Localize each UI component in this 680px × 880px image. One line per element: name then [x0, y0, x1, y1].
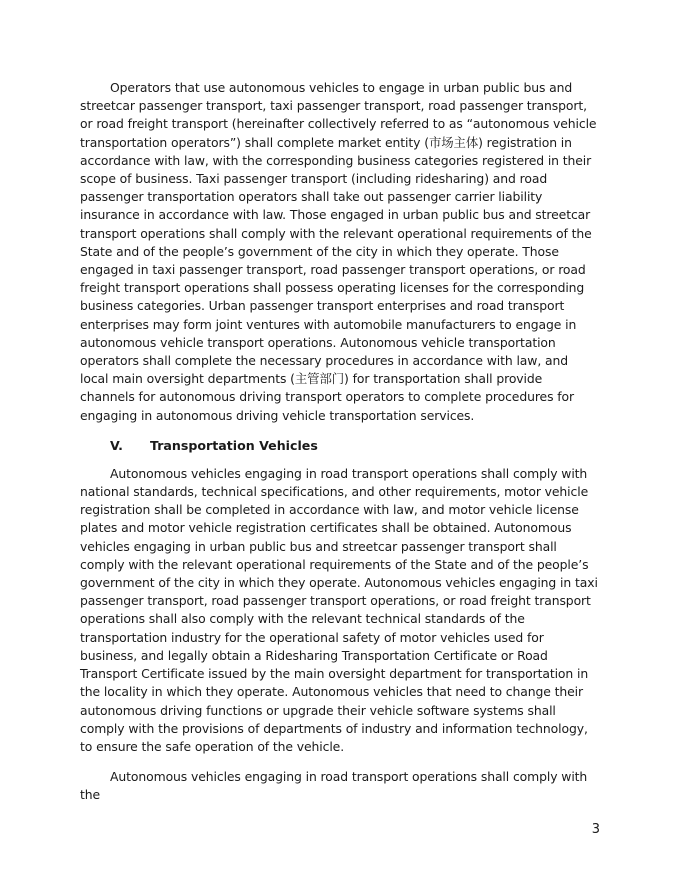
paragraph-vehicles: Autonomous vehicles engaging in road transport operations shall comply with national standards, technical specifications, and other requirements, motor vehicle registration shall be completed in accordance with law, and motor vehicle license plates and motor vehicle registration certificates shall be obtained. Autonomous vehicles engaging in urban public bus and streetcar passenger transport shall comply with the relevant operational requirements of the State and of the people’s government of the city in which they operate. Autonomous vehicles engaging in taxi passenger transport, road passenger transport operations, or road freight transport operations shall also comply with the relevant technical standards of the transportation industry for the operational safety of motor vehicles used for business, and legally obtain a Ridesharing Transportation Certificate or Road Transport Certificate issued by the main oversight department for transportation in the locality in which they operate. Autonomous vehicles that need to change their autonomous driving functions or upgrade their vehicle software systems shall comply with the provisions of departments of industry and information technology, to ensure the safe operation of the vehicle.: [80, 465, 598, 754]
page-number: 3: [591, 822, 600, 837]
section-number: V.: [110, 437, 123, 453]
section-heading: [80, 437, 600, 455]
section-title: Transportation Vehicles: [150, 437, 318, 453]
page-body: [80, 79, 600, 817]
paragraph-continued: Autonomous vehicles engaging in road transport operations shall comply with the: [80, 769, 588, 803]
paragraph-operators: Operators that use autonomous vehicles to engage in urban public bus and streetcar passenger transport, taxi passenger transport, road passenger transport, or road freight transport (hereinafter collectively referred to as “autonomous vehicle transportation operators”) shall complete market entity (市场主体) registration in accordance with law, with the corresponding business categories registered in their scope of business. Taxi passenger transport (including ridesharing) and road passenger transportation operators shall take out passenger carrier liability insurance in accordance with law. Those engaged in urban public bus and streetcar transport operations shall comply with the relevant operational requirements of the State and of the people’s government of the city in which they operate. Those engaged in taxi passenger transport, road passenger transport operations, or road freight transport operations shall possess operating licenses for the corresponding business categories. Urban passenger transport enterprises and road transport enterprises may form joint ventures with automobile manufacturers to engage in autonomous vehicle transport operations. Autonomous vehicle transportation operators shall complete the necessary procedures in accordance with law, and local main oversight departments (主管部门) for transportation shall provide channels for autonomous driving transport operators to complete procedures for engaging in autonomous driving vehicle transportation services.: [80, 80, 597, 423]
